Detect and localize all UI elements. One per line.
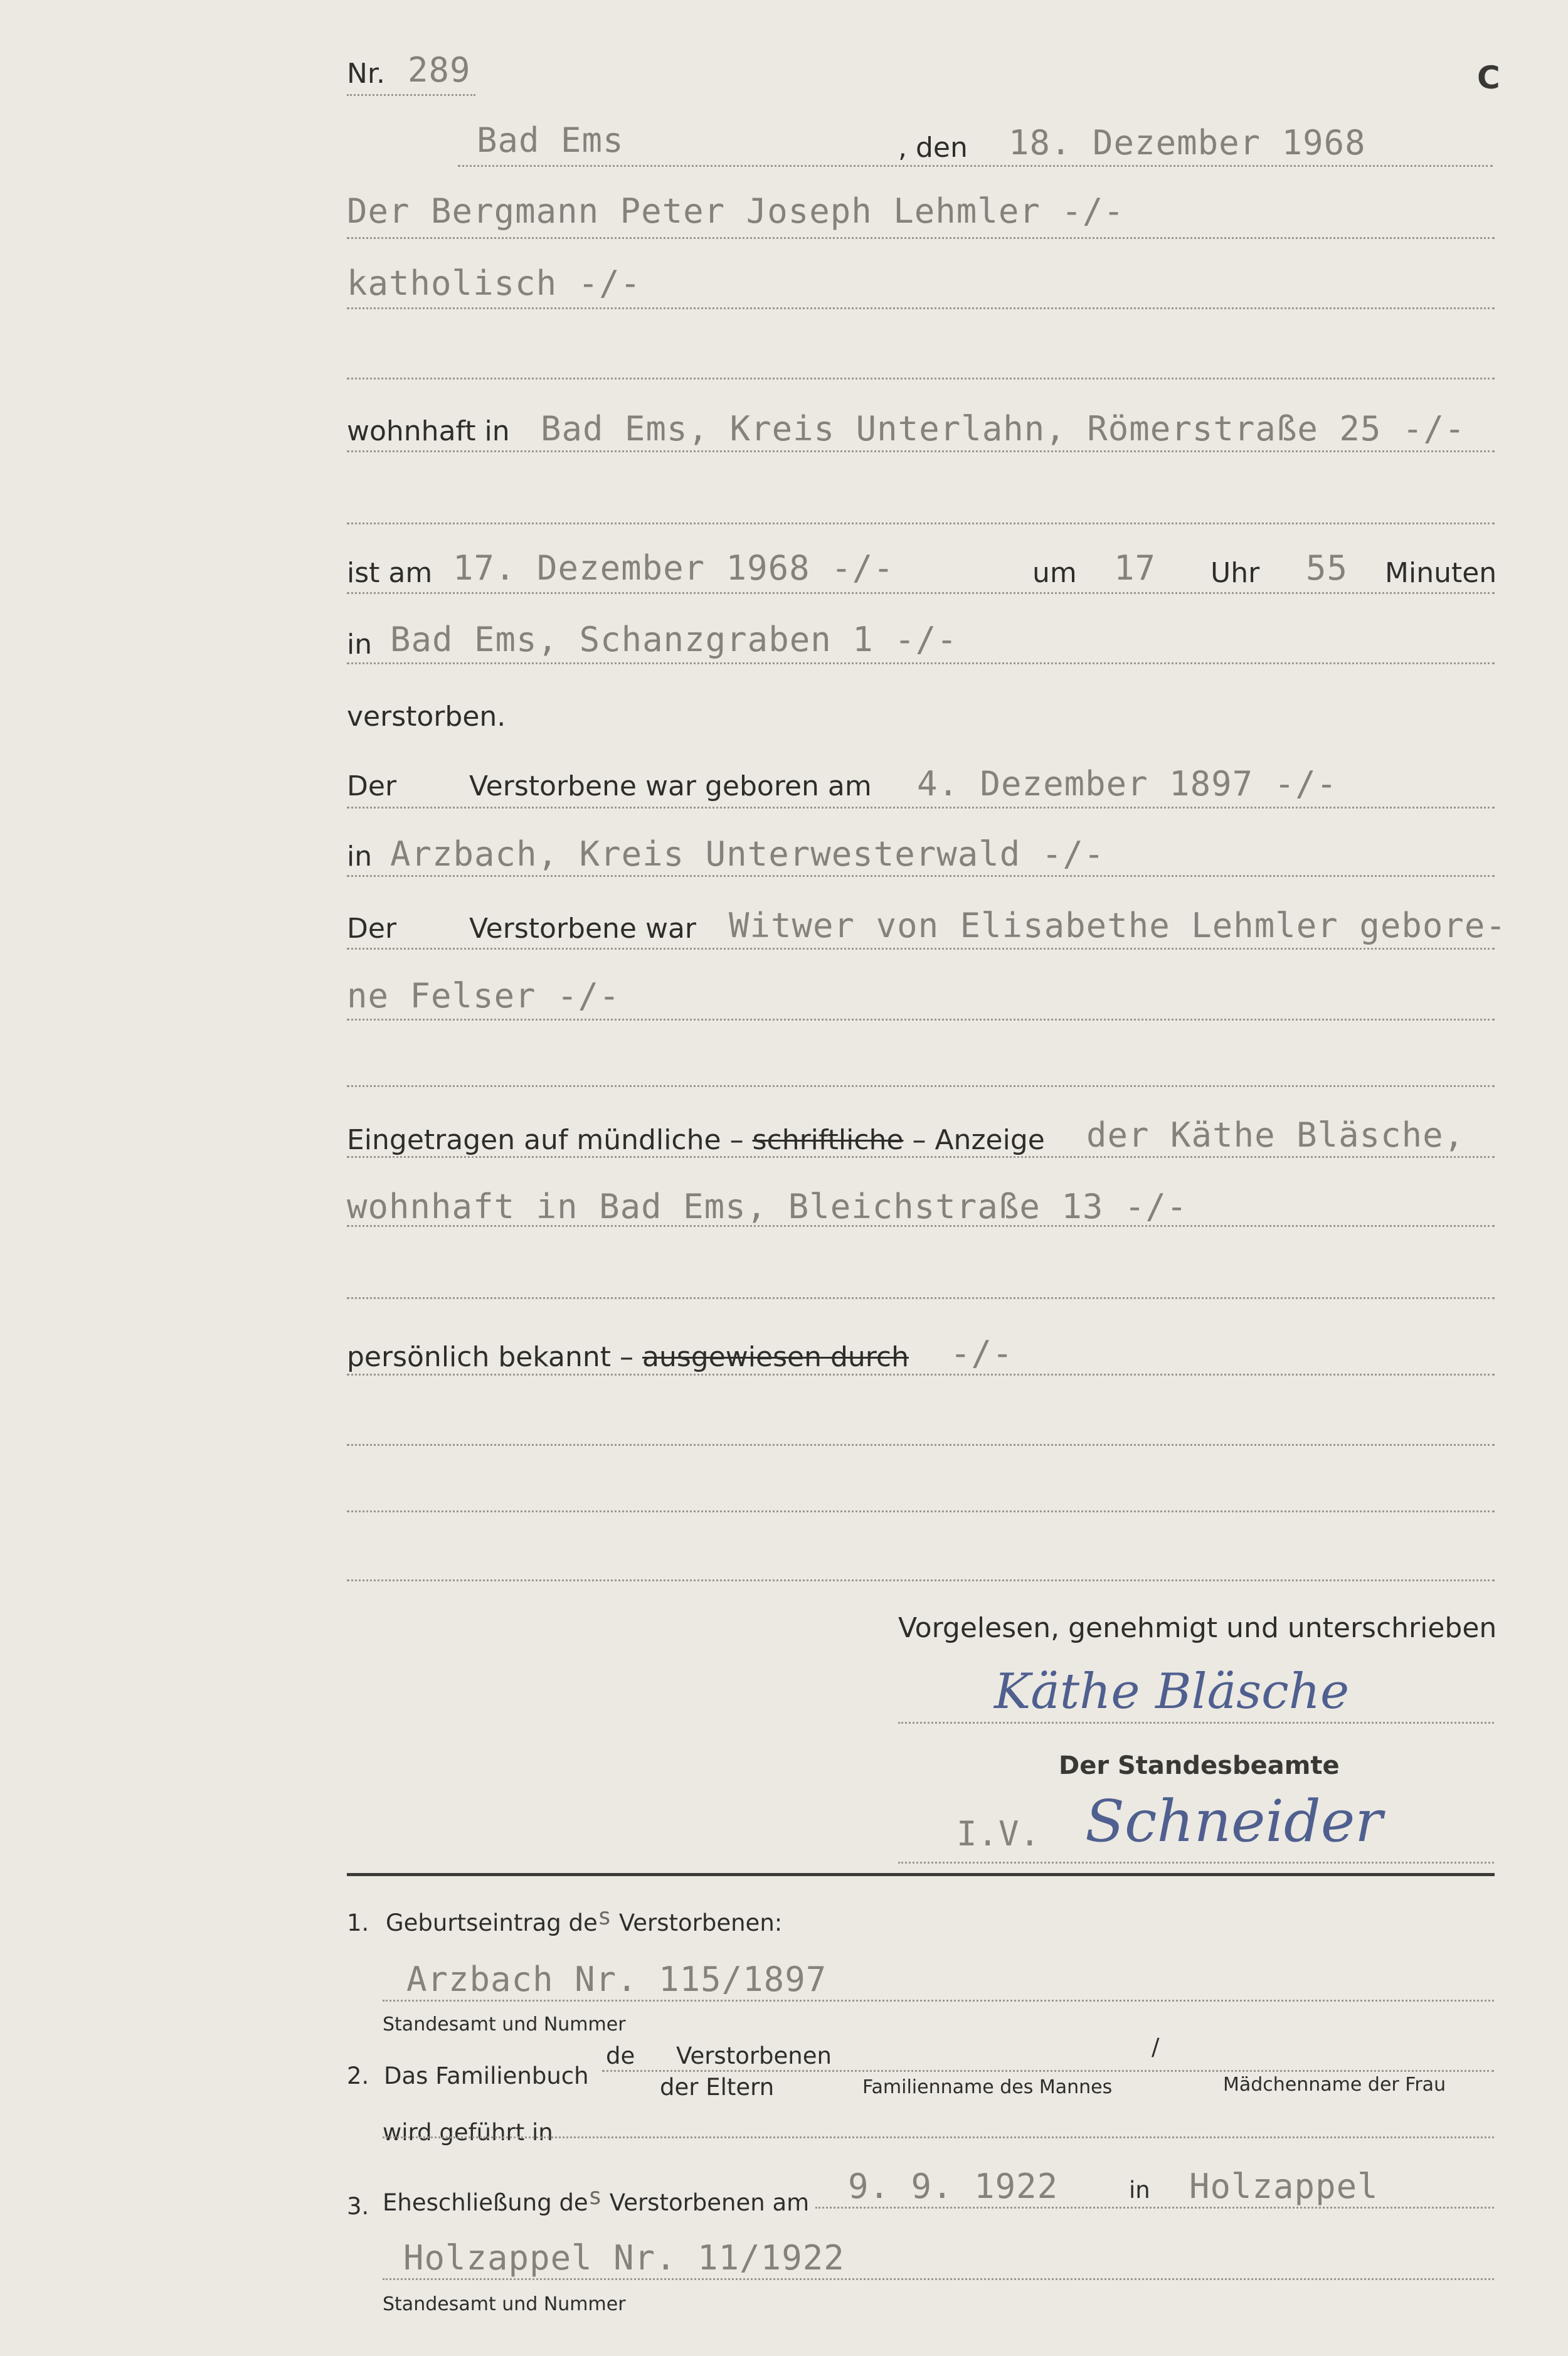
death-place: Bad Ems, Schanzgraben 1 -/- (390, 620, 958, 659)
birth-place: Arzbach, Kreis Unterwesterwald -/- (390, 834, 1105, 874)
line-person-3 (347, 378, 1495, 379)
minuten-label: Minuten (1385, 557, 1497, 589)
line-signature-1 (898, 1722, 1494, 1724)
item3-label (383, 2183, 810, 2216)
marital-der-label: Der (347, 913, 397, 945)
deceased-name: Der Bergmann Peter Joseph Lehmler -/- (347, 191, 1125, 231)
ist-am-label: ist am (347, 557, 433, 589)
item1-label-a: Geburtseintrag de (386, 1909, 598, 1936)
den-label: , den (898, 132, 968, 164)
identity-label (347, 1341, 909, 1373)
item2-de: de (606, 2042, 635, 2069)
item2-number: 2. (347, 2062, 369, 2089)
registry-place: Bad Ems (477, 120, 624, 160)
item3-number: 3. (347, 2193, 369, 2220)
vorgelesen-text: Vorgelesen, genehmigt und unterschrieben (898, 1612, 1497, 1644)
marital-status-2: ne Felser -/- (347, 976, 620, 1016)
verstorben-label: verstorben. (347, 701, 506, 733)
iv-label: I.V. (956, 1814, 1041, 1854)
line-blank-3 (347, 1579, 1495, 1581)
line-item3 (815, 2207, 1494, 2209)
item1-label-b: Verstorbenen: (618, 1909, 783, 1936)
line-blank-1 (347, 1444, 1495, 1446)
report-label (347, 1124, 1045, 1156)
line-birth-place (347, 875, 1495, 877)
nr-value: 289 (408, 50, 471, 90)
item3-label-a: Eheschließung de (383, 2189, 588, 2216)
item3-suffix: s (588, 2183, 602, 2210)
standesbeamte-label: Der Standesbeamte (1059, 1751, 1340, 1780)
line-identity (347, 1374, 1495, 1376)
item1-number: 1. (347, 1909, 369, 1936)
nr-label: Nr. (347, 58, 385, 90)
death-minutes: 55 (1306, 548, 1348, 588)
line-person-2 (347, 307, 1495, 309)
line-blank-2 (347, 1510, 1495, 1512)
item2-label: Das Familienbuch (384, 2062, 589, 2089)
item3-sub: Standesamt und Nummer (383, 2293, 626, 2315)
marital-war-label: Verstorbene war (469, 913, 697, 945)
marital-status-1: Witwer von Elisabethe Lehmler gebore- (729, 906, 1507, 945)
line-item1 (383, 2000, 1494, 2002)
identity-label-struck: ausgewiesen durch (642, 1341, 909, 1373)
item1-suffix: s (597, 1903, 612, 1930)
birth-in-label: in (347, 841, 373, 873)
item2-familienname: Familienname des Mannes (862, 2076, 1113, 2098)
item3-label-b: Verstorbenen am (609, 2189, 810, 2216)
uhr-label: Uhr (1210, 557, 1260, 589)
line-marital-1 (347, 948, 1495, 950)
line-item2 (602, 2070, 1494, 2072)
death-hour: 17 (1114, 548, 1157, 588)
informant: der Käthe Bläsche, (1086, 1115, 1465, 1155)
registry-date: 18. Dezember 1968 (1009, 123, 1366, 162)
item1-label (386, 1903, 783, 1936)
report-label-struck: schriftliche (752, 1124, 904, 1156)
line-report-2 (347, 1225, 1495, 1227)
line-report-3 (347, 1297, 1495, 1299)
item3-in-label: in (1129, 2177, 1150, 2204)
line-signature-2 (898, 1862, 1494, 1864)
informant-address: wohnhaft in Bad Ems, Bleichstraße 13 -/- (347, 1187, 1188, 1226)
line-residence (347, 450, 1495, 452)
item2-eltern: der Eltern (660, 2074, 775, 2101)
item1-value: Arzbach Nr. 115/1897 (406, 1960, 827, 1999)
line-item3-value (383, 2278, 1494, 2280)
identity-value: -/- (950, 1334, 1014, 1373)
item3-value: Holzappel Nr. 11/1922 (403, 2238, 845, 2278)
line-item2-gefuehrt (383, 2136, 1494, 2138)
corner-letter: C (1477, 60, 1500, 96)
footer-separator (347, 1873, 1495, 1876)
geboren-label: Verstorbene war geboren am (469, 770, 872, 802)
line-death-time (347, 592, 1495, 594)
birth-date: 4. Dezember 1897 -/- (917, 764, 1338, 804)
residence: Bad Ems, Kreis Unterlahn, Römerstraße 25 -/- (541, 409, 1466, 448)
death-date: 17. Dezember 1968 -/- (453, 548, 894, 588)
registrar-signature: Schneider (1085, 1788, 1383, 1855)
item2-slash: / (1152, 2034, 1160, 2061)
line-residence-2 (347, 523, 1495, 524)
informant-signature: Käthe Bläsche (994, 1664, 1350, 1720)
date-line (458, 165, 1493, 167)
death-in-label: in (347, 629, 373, 661)
line-report-1 (347, 1156, 1495, 1158)
religion: katholisch -/- (347, 263, 642, 303)
line-person-1 (347, 237, 1495, 239)
nr-line (347, 94, 475, 96)
marriage-place: Holzappel (1189, 2167, 1379, 2206)
line-marital-2 (347, 1019, 1495, 1021)
um-label: um (1032, 557, 1077, 589)
line-birth-date (347, 807, 1495, 809)
item2-gefuehrt: wird geführt in (383, 2119, 553, 2146)
marriage-date: 9. 9. 1922 (848, 2167, 1059, 2206)
birth-der-label: Der (347, 770, 397, 802)
report-label-a: Eingetragen auf mündliche – (347, 1124, 744, 1156)
item2-maedchenname: Mädchenname der Frau (1223, 2074, 1446, 2096)
line-marital-3 (347, 1085, 1495, 1087)
line-death-place (347, 662, 1495, 664)
item2-verstorbenen: Verstorbenen (676, 2042, 832, 2069)
report-label-b: – Anzeige (912, 1124, 1045, 1156)
item1-sub: Standesamt und Nummer (383, 2014, 626, 2035)
wohnhaft-label: wohnhaft in (347, 415, 510, 447)
identity-label-text: persönlich bekannt – (347, 1341, 634, 1373)
